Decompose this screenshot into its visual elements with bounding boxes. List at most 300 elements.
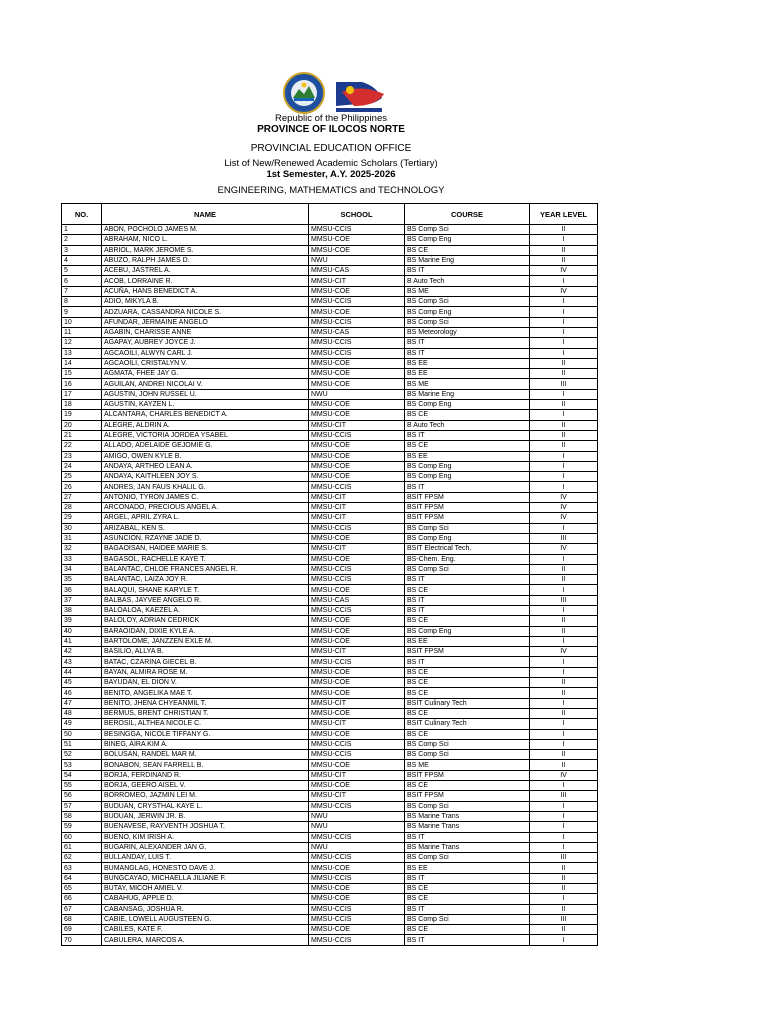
cell-school: MMSU-COE	[309, 925, 405, 935]
cell-course: BS Marine Eng	[405, 389, 530, 399]
cell-no: 70	[62, 935, 102, 945]
cell-course: BS IT	[405, 832, 530, 842]
cell-no: 30	[62, 523, 102, 533]
cell-year-level: I	[530, 317, 598, 327]
cell-school: MMSU-CIT	[309, 276, 405, 286]
cell-school: MMSU-CCIS	[309, 575, 405, 585]
cell-course: BS Comp Sci	[405, 750, 530, 760]
table-row	[62, 286, 598, 296]
cell-course: BS EE	[405, 451, 530, 461]
cell-no: 62	[62, 853, 102, 863]
office-title: PROVINCIAL EDUCATION OFFICE	[250, 143, 412, 154]
cell-course: BSIT Culinary Tech	[405, 698, 530, 708]
cell-no: 16	[62, 379, 102, 389]
cell-course: BS Comp Eng	[405, 461, 530, 471]
cell-course: BS IT	[405, 482, 530, 492]
cell-school: MMSU-CCIS	[309, 657, 405, 667]
cell-course: BS IT	[405, 430, 530, 440]
cell-name: ANDAYA, KAITHLEEN JOY S.	[102, 472, 309, 482]
cell-course: BS IT	[405, 348, 530, 358]
cell-school: MMSU-COE	[309, 585, 405, 595]
cell-name: BALBAS, JAYVEE ANGELO R.	[102, 595, 309, 605]
cell-course: BSIT FPSM	[405, 647, 530, 657]
cell-year-level: I	[530, 801, 598, 811]
cell-name: AFUNDAR, JERMAINE ANGELO	[102, 317, 309, 327]
cell-year-level: II	[530, 616, 598, 626]
cell-name: ALEGRE, ALDRIN A.	[102, 420, 309, 430]
table-row	[62, 348, 598, 358]
cell-year-level: II	[530, 575, 598, 585]
cell-name: BAYUDAN, EL DION V.	[102, 678, 309, 688]
cell-name: ARCONADO, PRECIOUS ANGEL A.	[102, 503, 309, 513]
cell-name: BUENO, KIM IRISH A.	[102, 832, 309, 842]
cell-no: 55	[62, 781, 102, 791]
cell-name: CABULERA, MARCOS A.	[102, 935, 309, 945]
cell-name: BARTOLOME, JANZZEN EXLE M.	[102, 636, 309, 646]
cell-year-level: I	[530, 451, 598, 461]
table-row	[62, 760, 598, 770]
cell-year-level: IV	[530, 647, 598, 657]
table-row	[62, 698, 598, 708]
cell-year-level: I	[530, 935, 598, 945]
table-row	[62, 801, 598, 811]
cell-course: BS Meteorology	[405, 327, 530, 337]
cell-name: BAYAN, ALMIRA ROSE M.	[102, 667, 309, 677]
cell-year-level: III	[530, 914, 598, 924]
cell-name: BATAC, CZARINA GIECEL B.	[102, 657, 309, 667]
table-row	[62, 482, 598, 492]
cell-no: 60	[62, 832, 102, 842]
table-row	[62, 914, 598, 924]
cell-school: MMSU-CCIS	[309, 317, 405, 327]
cell-course: BSIT FPSM	[405, 503, 530, 513]
cell-course: BS Comp Eng	[405, 626, 530, 636]
table-row	[62, 379, 598, 389]
cell-name: BESINGGA, NICOLE TIFFANY G.	[102, 729, 309, 739]
cell-name: BALOALOA, KAEZEL A.	[102, 605, 309, 615]
table-row	[62, 420, 598, 430]
cell-no: 45	[62, 678, 102, 688]
table-body	[62, 225, 598, 946]
cell-year-level: II	[530, 750, 598, 760]
table-row	[62, 575, 598, 585]
table-row	[62, 925, 598, 935]
cell-year-level: I	[530, 842, 598, 852]
cell-name: ANTONIO, TYRON JAMES C.	[102, 492, 309, 502]
table-row	[62, 585, 598, 595]
table-row	[62, 739, 598, 749]
cell-school: MMSU-CCIS	[309, 523, 405, 533]
cell-year-level: IV	[530, 513, 598, 523]
cell-no: 1	[62, 225, 102, 235]
cell-name: ABUZO, RALPH JAMES D.	[102, 255, 309, 265]
cell-year-level: I	[530, 781, 598, 791]
cell-year-level: I	[530, 472, 598, 482]
table-row	[62, 904, 598, 914]
cell-name: ACOB, LORRAINE R.	[102, 276, 309, 286]
cell-school: MMSU-CIT	[309, 513, 405, 523]
cell-course: BS IT	[405, 595, 530, 605]
cell-year-level: I	[530, 410, 598, 420]
cell-course: BS CE	[405, 441, 530, 451]
cell-school: MMSU-CIT	[309, 647, 405, 657]
cell-school: MMSU-CIT	[309, 791, 405, 801]
cell-year-level: III	[530, 595, 598, 605]
cell-course: BS EE	[405, 863, 530, 873]
table-row	[62, 410, 598, 420]
cell-year-level: I	[530, 338, 598, 348]
cell-year-level: I	[530, 523, 598, 533]
cell-no: 33	[62, 554, 102, 564]
cell-course: BS Marine Trans	[405, 811, 530, 821]
cell-school: MMSU-COE	[309, 688, 405, 698]
cell-name: BAGAOISAN, HAIDEE MARIE S.	[102, 544, 309, 554]
cell-year-level: III	[530, 533, 598, 543]
cell-course: BS Comp Eng	[405, 472, 530, 482]
cell-no: 19	[62, 410, 102, 420]
table-row	[62, 750, 598, 760]
cell-school: NWU	[309, 255, 405, 265]
cell-no: 43	[62, 657, 102, 667]
cell-year-level: III	[530, 379, 598, 389]
cell-year-level: I	[530, 719, 598, 729]
cell-year-level: I	[530, 636, 598, 646]
cell-year-level: I	[530, 297, 598, 307]
cell-course: BS Comp Sci	[405, 523, 530, 533]
cell-name: ANDAYA, ARTHEO LEAN A.	[102, 461, 309, 471]
table-row	[62, 853, 598, 863]
cell-school: MMSU-CCIS	[309, 739, 405, 749]
cell-year-level: III	[530, 853, 598, 863]
table-row	[62, 657, 598, 667]
cell-no: 18	[62, 400, 102, 410]
cell-year-level: II	[530, 255, 598, 265]
cell-school: MMSU-CIT	[309, 503, 405, 513]
cell-school: MMSU-CCIS	[309, 914, 405, 924]
column-header-course: COURSE	[405, 204, 530, 225]
cell-course: BS Comp Sci	[405, 853, 530, 863]
cell-name: AGCAOILI, CRISTALYN V.	[102, 358, 309, 368]
cell-name: ANDRES, JAN FAUS KHALIL G.	[102, 482, 309, 492]
cell-no: 12	[62, 338, 102, 348]
cell-school: MMSU-COE	[309, 616, 405, 626]
cell-course: BS Marine Trans	[405, 842, 530, 852]
cell-course: BS CE	[405, 678, 530, 688]
table-row	[62, 389, 598, 399]
cell-name: ARGEL, APRIL ZYRA L.	[102, 513, 309, 523]
table-row	[62, 523, 598, 533]
table-row	[62, 811, 598, 821]
cell-school: MMSU-CAS	[309, 327, 405, 337]
cell-year-level: I	[530, 667, 598, 677]
cell-name: ALLADO, ADELAIDE GEJOMIE G.	[102, 441, 309, 451]
cell-year-level: IV	[530, 544, 598, 554]
cell-name: BALANTAC, LAIZA JOY R.	[102, 575, 309, 585]
table-row	[62, 245, 598, 255]
table-row	[62, 307, 598, 317]
table-row	[62, 842, 598, 852]
cell-school: MMSU-CCIS	[309, 564, 405, 574]
cell-no: 10	[62, 317, 102, 327]
cell-year-level: IV	[530, 492, 598, 502]
cell-course: BS Marine Trans	[405, 822, 530, 832]
cell-course: BS CE	[405, 688, 530, 698]
cell-school: MMSU-COE	[309, 461, 405, 471]
column-header-name: NAME	[102, 204, 309, 225]
cell-no: 22	[62, 441, 102, 451]
cell-school: MMSU-COE	[309, 410, 405, 420]
cell-year-level: I	[530, 327, 598, 337]
table-row	[62, 564, 598, 574]
cell-year-level: I	[530, 276, 598, 286]
cell-no: 37	[62, 595, 102, 605]
column-header-year-level: YEAR LEVEL	[530, 204, 598, 225]
cell-name: BAGASOL, RACHELLE KAYE T.	[102, 554, 309, 564]
cell-year-level: I	[530, 235, 598, 245]
cell-school: NWU	[309, 811, 405, 821]
table-row	[62, 492, 598, 502]
cell-year-level: I	[530, 554, 598, 564]
cell-course: BS IT	[405, 605, 530, 615]
cell-no: 24	[62, 461, 102, 471]
table-row	[62, 225, 598, 235]
cell-year-level: I	[530, 482, 598, 492]
cell-school: MMSU-COE	[309, 884, 405, 894]
list-title: List of New/Renewed Academic Scholars (Tertiary)	[224, 158, 438, 169]
cell-course: BS Comp Sci	[405, 564, 530, 574]
cell-year-level: IV	[530, 770, 598, 780]
cell-course: BS ME	[405, 760, 530, 770]
cell-name: ADIO, MIKYLA B.	[102, 297, 309, 307]
cell-no: 5	[62, 266, 102, 276]
cell-course: BS IT	[405, 904, 530, 914]
cell-school: MMSU-COE	[309, 307, 405, 317]
table-row	[62, 327, 598, 337]
table-row	[62, 255, 598, 265]
cell-course: BS IT	[405, 935, 530, 945]
cell-no: 59	[62, 822, 102, 832]
cell-school: MMSU-CCIS	[309, 853, 405, 863]
cell-course: BS CE	[405, 585, 530, 595]
cell-school: MMSU-COE	[309, 235, 405, 245]
cell-no: 47	[62, 698, 102, 708]
cell-name: AGABIN, CHARISSE ANNE	[102, 327, 309, 337]
cell-school: MMSU-COE	[309, 472, 405, 482]
cell-school: MMSU-CIT	[309, 544, 405, 554]
cell-school: MMSU-CIT	[309, 719, 405, 729]
cell-name: AMIGO, OWEN KYLE B.	[102, 451, 309, 461]
cell-school: MMSU-COE	[309, 400, 405, 410]
cell-course: BS Comp Sci	[405, 317, 530, 327]
cell-no: 3	[62, 245, 102, 255]
cell-school: MMSU-COE	[309, 636, 405, 646]
table-row	[62, 678, 598, 688]
cell-name: CABANSAG, JOSHUA R.	[102, 904, 309, 914]
cell-year-level: I	[530, 822, 598, 832]
cell-name: BARAOIDAN, DIXIE KYLE A.	[102, 626, 309, 636]
cell-name: ABON, POCHOLO JAMES M.	[102, 225, 309, 235]
table-row	[62, 400, 598, 410]
cell-no: 67	[62, 904, 102, 914]
table-row	[62, 605, 598, 615]
table-row	[62, 719, 598, 729]
cell-school: MMSU-CCIS	[309, 430, 405, 440]
cell-name: BENITO, ANGELIKA MAE T.	[102, 688, 309, 698]
cell-year-level: I	[530, 894, 598, 904]
cell-school: MMSU-CCIS	[309, 750, 405, 760]
cell-course: BS Comp Sci	[405, 739, 530, 749]
cell-name: ABRIOL, MARK JEROME S.	[102, 245, 309, 255]
cell-course: BS Comp Sci	[405, 225, 530, 235]
cell-course: BS CE	[405, 729, 530, 739]
table-row	[62, 369, 598, 379]
cell-school: MMSU-CAS	[309, 266, 405, 276]
cell-name: BOLUSAN, RANDEL MAR M.	[102, 750, 309, 760]
ilocos-norte-seal-icon	[277, 72, 331, 114]
table-row	[62, 873, 598, 883]
cell-course: BS ME	[405, 286, 530, 296]
table-row	[62, 636, 598, 646]
cell-year-level: II	[530, 245, 598, 255]
cell-year-level: II	[530, 904, 598, 914]
category-title: ENGINEERING, MATHEMATICS and TECHNOLOGY	[217, 185, 445, 196]
cell-name: AGUILAN, ANDREI NICOLAI V.	[102, 379, 309, 389]
table-row	[62, 832, 598, 842]
cell-course: BS IT	[405, 266, 530, 276]
cell-name: ADZUARA, CASSANDRA NICOLE S.	[102, 307, 309, 317]
cell-school: MMSU-COE	[309, 894, 405, 904]
cell-school: MMSU-CIT	[309, 420, 405, 430]
cell-name: BUENAVESE, RAYVENTH JOSHUA T.	[102, 822, 309, 832]
cell-no: 31	[62, 533, 102, 543]
cell-no: 39	[62, 616, 102, 626]
cell-name: ACEBU, JASTREL A.	[102, 266, 309, 276]
cell-name: ALCANTARA, CHARLES BENEDICT A.	[102, 410, 309, 420]
cell-name: BORJA, GEERO AISEL V.	[102, 781, 309, 791]
cell-no: 29	[62, 513, 102, 523]
cell-course: BS EE	[405, 369, 530, 379]
cell-school: MMSU-CCIS	[309, 801, 405, 811]
province-title: PROVINCE OF ILOCOS NORTE	[257, 124, 405, 135]
cell-course: BS ME	[405, 379, 530, 389]
cell-year-level: II	[530, 225, 598, 235]
cell-school: MMSU-CCIS	[309, 873, 405, 883]
table-row	[62, 441, 598, 451]
table-header-row	[62, 204, 598, 225]
cell-school: MMSU-COE	[309, 379, 405, 389]
table-row	[62, 513, 598, 523]
table-row	[62, 894, 598, 904]
cell-year-level: II	[530, 708, 598, 718]
table-row	[62, 729, 598, 739]
cell-no: 42	[62, 647, 102, 657]
table-row	[62, 822, 598, 832]
cell-no: 66	[62, 894, 102, 904]
republic-line: Republic of the Philippines	[275, 113, 387, 124]
cell-name: CABAHUG, APPLE D.	[102, 894, 309, 904]
table-row	[62, 626, 598, 636]
cell-name: AGUSTIN, KAYZEN L.	[102, 400, 309, 410]
cell-year-level: IV	[530, 286, 598, 296]
cell-course: BS Comp Sci	[405, 801, 530, 811]
cell-year-level: IV	[530, 503, 598, 513]
table-row	[62, 544, 598, 554]
cell-no: 58	[62, 811, 102, 821]
cell-course: BSIT FPSM	[405, 492, 530, 502]
cell-no: 8	[62, 297, 102, 307]
cell-course: BS Comp Eng	[405, 235, 530, 245]
cell-school: MMSU-CCIS	[309, 225, 405, 235]
column-header-school: SCHOOL	[309, 204, 405, 225]
cell-school: MMSU-COE	[309, 245, 405, 255]
cell-school: MMSU-COE	[309, 760, 405, 770]
cell-year-level: II	[530, 873, 598, 883]
cell-course: BS CE	[405, 245, 530, 255]
cell-school: MMSU-CAS	[309, 595, 405, 605]
cell-school: MMSU-CCIS	[309, 904, 405, 914]
cell-year-level: I	[530, 739, 598, 749]
cell-name: BALANTAC, CHLOE FRANCES ANGEL R.	[102, 564, 309, 574]
cell-name: AGAPAY, AUBREY JOYCE J.	[102, 338, 309, 348]
cell-no: 23	[62, 451, 102, 461]
cell-name: BORROMEO, JAZMIN LEI M.	[102, 791, 309, 801]
cell-school: MMSU-COE	[309, 667, 405, 677]
cell-year-level: II	[530, 863, 598, 873]
cell-year-level: II	[530, 626, 598, 636]
cell-year-level: I	[530, 698, 598, 708]
cell-no: 6	[62, 276, 102, 286]
cell-name: BUGARIN, ALEXANDER JAN G.	[102, 842, 309, 852]
cell-name: ABRAHAM, NICO L.	[102, 235, 309, 245]
cell-school: MMSU-CCIS	[309, 297, 405, 307]
cell-name: BUDUAN, JERWIN JR. B.	[102, 811, 309, 821]
cell-school: MMSU-CCIS	[309, 605, 405, 615]
cell-name: BALOLOY, ADRIAN CEDRICK	[102, 616, 309, 626]
cell-course: BS EE	[405, 358, 530, 368]
cell-course: BS IT	[405, 873, 530, 883]
cell-year-level: II	[530, 420, 598, 430]
table-row	[62, 266, 598, 276]
cell-year-level: II	[530, 369, 598, 379]
cell-no: 11	[62, 327, 102, 337]
cell-no: 63	[62, 863, 102, 873]
cell-year-level: I	[530, 389, 598, 399]
cell-school: NWU	[309, 389, 405, 399]
cell-no: 27	[62, 492, 102, 502]
table-row	[62, 616, 598, 626]
table-row	[62, 297, 598, 307]
table-row	[62, 451, 598, 461]
cell-name: BASILIO, ALLYA B.	[102, 647, 309, 657]
cell-year-level: IV	[530, 266, 598, 276]
cell-school: MMSU-COE	[309, 554, 405, 564]
cell-course: BSIT FPSM	[405, 791, 530, 801]
cell-school: MMSU-CCIS	[309, 338, 405, 348]
cell-no: 61	[62, 842, 102, 852]
cell-no: 69	[62, 925, 102, 935]
cell-school: NWU	[309, 822, 405, 832]
cell-course: BS-Chem. Eng.	[405, 554, 530, 564]
cell-no: 28	[62, 503, 102, 513]
table-row	[62, 688, 598, 698]
cell-no: 20	[62, 420, 102, 430]
cell-course: BS Marine Eng	[405, 255, 530, 265]
cell-year-level: II	[530, 678, 598, 688]
table-row	[62, 781, 598, 791]
cell-course: BS Comp Sci	[405, 914, 530, 924]
table-row	[62, 667, 598, 677]
cell-year-level: II	[530, 441, 598, 451]
